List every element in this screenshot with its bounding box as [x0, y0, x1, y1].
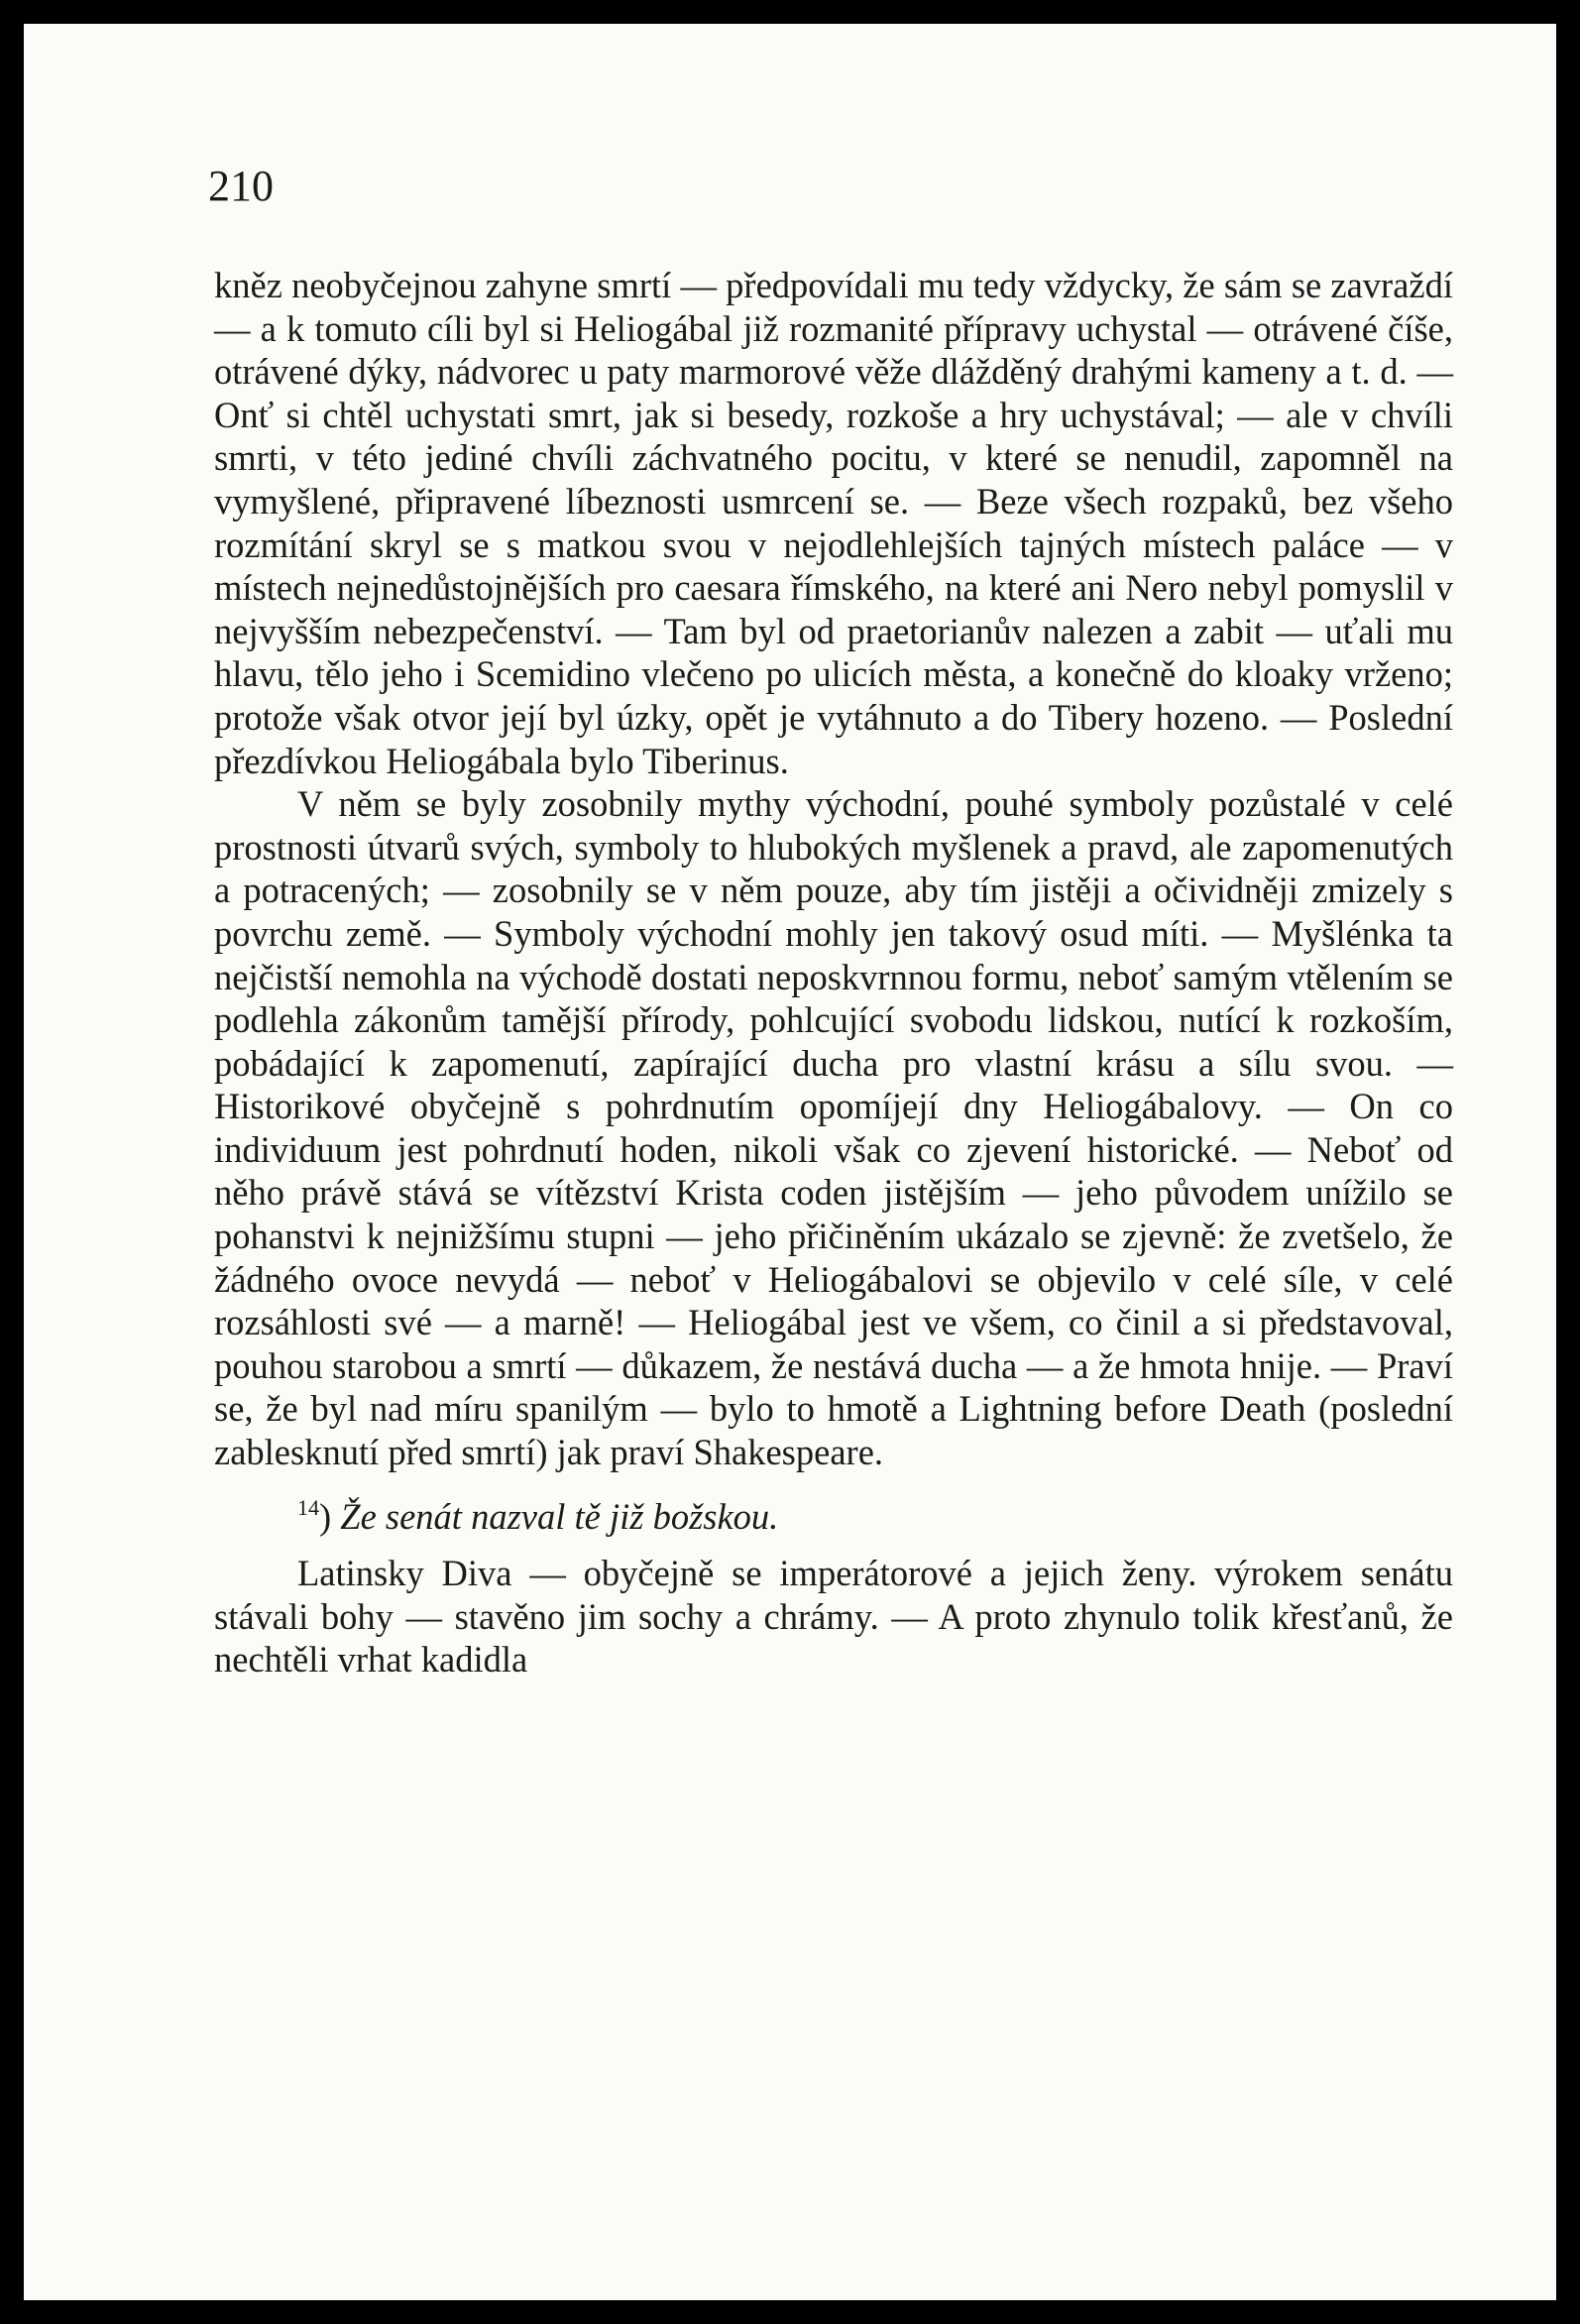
- footnote-paren: ): [319, 1495, 332, 1537]
- page-number: 210: [208, 162, 274, 210]
- paragraph-3: Latinsky Diva — obyčejně se imperátorové a jejich ženy. výrokem senátu stávali bohy — stavěno jim sochy a chrámy. — A proto zhynulo tolik křesťanů, že nechtěli vrhat kadidla: [214, 1553, 1453, 1681]
- footnote-number: 14: [297, 1494, 319, 1520]
- paragraph-1: kněz neobyčejnou zahyne smrtí — předpovídali mu tedy vždycky, že sám se zavraždí — a k tomuto cíli byl si Heliogábal již rozmanité přípravy uchystal — otrávené číše, otrávené dýky, nádvorec u paty marmorové věže dlážděný drahými kameny a t. d. — Onť si chtěl uchystati smrt, jak si besedy, rozkoše a hry uchystával; — ale v chvíli smrti, v této jediné chvíli záchvatného pocitu, v které se nenudil, zapomněl na vymyšlené, připravené líbeznosti usmrcení se. — Beze všech rozpaků, bez všeho rozmítání skryl se s matkou svou v nejodlehlejších tajných místech paláce — v místech nejnedůstojnějších pro caesara římského, na které ani Nero nebyl pomyslil v nejvyšším nebezpečenství. — Tam byl od praetorianův nalezen a zabit — uťali mu hlavu, tělo jeho i Scemidino vlečeno po ulicích města, a konečně do kloaky vrženo; protože však otvor její byl úzky, opět je vytáhnuto a do Tibery hozeno. — Poslední přezdívkou Heliogábala bylo Tiberinus.: [214, 265, 1453, 781]
- footnote-title: Že senát nazval tě již božskou.: [340, 1495, 779, 1537]
- book-page: [24, 24, 1556, 2300]
- page-text-block: [214, 264, 1453, 1682]
- paragraph-2: V něm se byly zosobnily mythy východní, pouhé symboly pozůstalé v celé prostnosti útvarů svých, symboly to hlubokých myšlenek a pravd, ale zapomenutých a potracených; — zosobnily se v něm pouze, aby tím jistěji a očividněji zmizely s povrchu země. — Symboly východní mohly jen takový osud míti. — Myšlénka ta nejčistší nemohla na východě dostati neposkvrnnou formu, neboť samým vtělením se podlehla zákonům tamější přírody, pohlcující svobodu lidskou, nutící k rozkoším, pobádající k zapomenutí, zapírající ducha pro vlastní krásu a sílu svou. — Historikové obyčejně s pohrdnutím opomíjejí dny Heliogábalovy. — On co individuum jest pohrdnutí hoden, nikoli však co zjevení historické. — Neboť od něho právě stává se vítězství Krista coden jistějším — jeho původem unížilo se pohanstvi k nejnižšímu stupni — jeho přičiněním ukázalo se zjevně: že zvetšelo, že žádného ovoce nevydá — neboť v Heliogábalovi se objevilo v celé síle, v celé rozsáhlosti své — a marně! — Heliogábal jest ve všem, co činil a si představoval, pouhou starobou a smrtí — důkazem, že nestává ducha — a že hmota hnije. — Praví se, že byl nad míru spanilým — bylo to hmotě a Lightning before Death (poslední zablesknutí před smrtí) jak praví Shakespeare.: [214, 783, 1453, 1473]
- footnote-heading: [214, 1486, 1453, 1539]
